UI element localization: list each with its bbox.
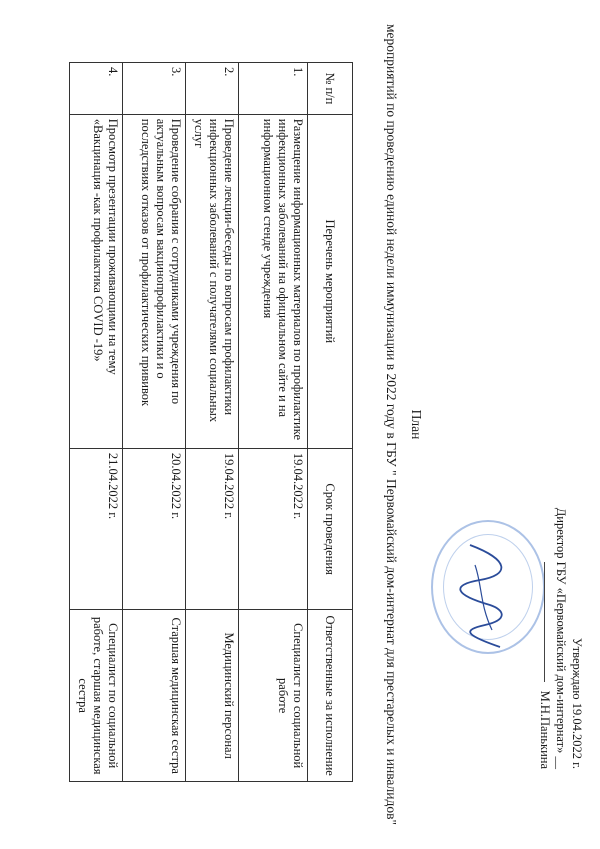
row-num: 4. <box>70 63 123 115</box>
title-subtitle: мероприятий по проведению единой недели иммунизации в 2022 году в ГБУ " Первомайский дом-интернат для престарелых и инвалидов" <box>384 23 399 826</box>
approval-director: Директор ГБУ «Первомайский дом-интернат» __ <box>554 507 568 769</box>
row-date: 19.04.2022 г. <box>239 448 308 609</box>
events-table <box>69 62 353 782</box>
row-num: 1. <box>239 63 308 115</box>
table-row <box>70 63 123 782</box>
row-num: 2. <box>186 63 239 115</box>
row-date: 21.04.2022 г. <box>70 448 123 609</box>
header-responsible: Ответственные за исполнение <box>308 610 353 782</box>
row-responsible: Специалист по социальной работе, старшая медицинская сестра <box>70 610 123 782</box>
row-activity: Просмотр презентации проживающими на тему «Вакцинация -как профилактика COVID -19» <box>70 114 123 448</box>
table-row <box>239 63 308 782</box>
row-activity: Размещение информационных материалов по профилактике инфекционных заболеваний на официальном сайте и на информационном стенде учреждения <box>239 114 308 448</box>
row-activity: Проведение собрания с сотрудниками учреждения по актуальным вопросам вакцинопрофилактики и о последствиях отказов от профилактических прививок <box>123 114 186 448</box>
header-activity: Перечень мероприятий <box>308 114 353 448</box>
header-date: Срок проведения <box>308 448 353 609</box>
table-header-row <box>308 63 353 782</box>
signature-icon <box>450 535 520 655</box>
row-responsible: Старшая медицинская сестра <box>123 610 186 782</box>
director-name: М.Н.Панькина <box>538 690 552 769</box>
document-title <box>383 20 425 829</box>
row-responsible: Медицинский персонал <box>186 610 239 782</box>
row-activity: Проведение лекции-беседы по вопросам профилактики инфекционных заболеваний с получателями социальных услуг <box>186 114 239 448</box>
approval-date: Утверждаю 19.04.2022 г. <box>570 637 584 769</box>
title-main: План <box>409 409 424 440</box>
header-num: № п/п <box>308 63 353 115</box>
row-date: 19.04.2022 г. <box>186 448 239 609</box>
row-responsible: Специалист по социальной работе <box>239 610 308 782</box>
row-date: 20.04.2022 г. <box>123 448 186 609</box>
row-num: 3. <box>123 63 186 115</box>
table-row <box>186 63 239 782</box>
signature-line <box>544 562 545 682</box>
table-row <box>123 63 186 782</box>
approval-block <box>537 389 585 769</box>
